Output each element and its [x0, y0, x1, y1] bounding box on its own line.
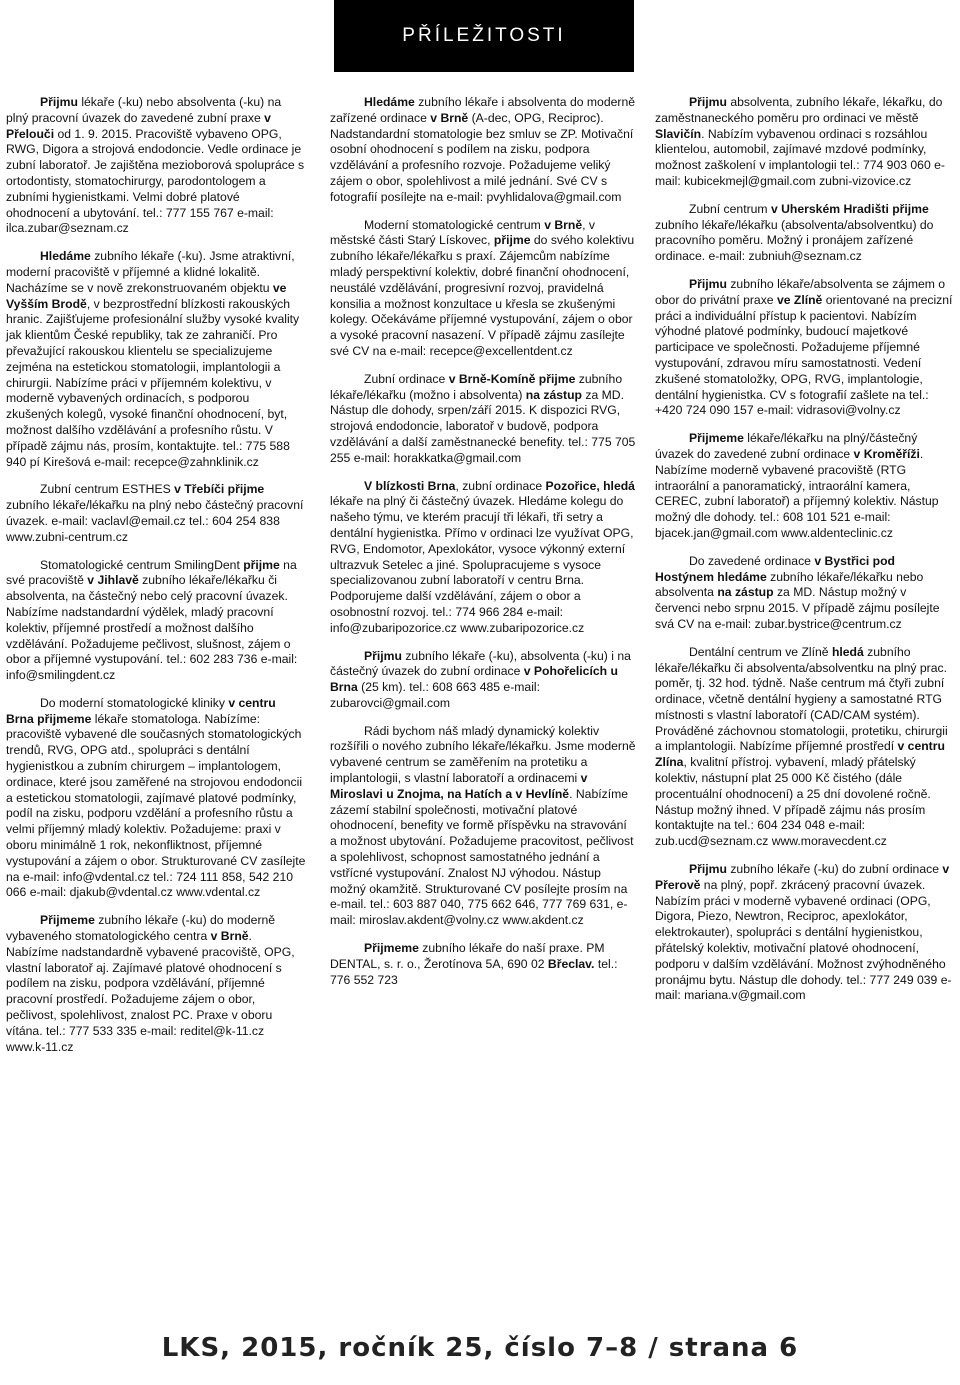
- ad-text-run: zubního lékaře (-ku) do moderně vybaveného stomatologického centra: [6, 913, 276, 944]
- ad-text-run: na své pracoviště: [6, 557, 297, 588]
- classified-ad: [330, 479, 636, 637]
- ad-text-run: od 1. 9. 2015. Pracoviště vybaveno OPG, RWG, Digora a strojová endodoncie. Vedle ordinace je zubní laboratoř. Je zajištěna mezioborová spolupráce s ortodontisty, stomatochirurgy, parodontologem a zubními hygienistkami. Velmi dobré platové ohodnocení a ubytování. tel.: 777 155 767 e-mail: ilca.zubar@seznam.cz: [6, 126, 305, 236]
- ad-text-bold: v Brně: [430, 110, 469, 125]
- ad-text-bold: Pozořice, hledá: [545, 478, 635, 493]
- classified-ad: [330, 95, 636, 206]
- ad-text-run: za MD. Nástup dle dohody, srpen/září 2015. K dispozici RVG, strojová endodoncie, laboratoř v budově, podpora vzdělávání a další zaměstnanecké benefity. tel.: 775 705 255 e-mail: horakkatka@gmail.com: [330, 387, 636, 465]
- classified-ad: [330, 724, 636, 929]
- ad-text-bold: v Bystřici pod Hostýnem hledáme: [655, 553, 895, 584]
- ad-text-bold: Přijmu: [689, 95, 727, 109]
- ad-text-run: Stomatologické centrum SmilingDent: [40, 557, 244, 572]
- ad-text: [6, 249, 306, 470]
- ad-text: [6, 696, 306, 901]
- classified-ad: [330, 218, 636, 360]
- classified-ad: [655, 645, 955, 850]
- ad-text: [330, 941, 636, 988]
- section-title: PŘÍLEŽITOSTI: [402, 25, 566, 46]
- ad-text-bold: Přijmu: [689, 862, 727, 877]
- ad-text-run: zubního lékaře/lékařku nebo absolventa: [655, 569, 924, 600]
- classified-ad: [330, 372, 636, 467]
- ad-text-run: lékaře (-ku) nebo absolventa (-ku) na plný pracovní úvazek do zavedené zubní praxe: [6, 95, 282, 125]
- ad-text: [655, 554, 955, 633]
- section-banner: [334, 0, 634, 72]
- ad-text-run: Do zavedené ordinace: [689, 553, 815, 568]
- ad-text-bold: Přijmu: [40, 95, 78, 109]
- ad-text-run: . Nabízíme moderně vybavené pracoviště (RTG intraorální a panoramatický, intraorální kamera, CEREC, zubní laboratoř) a příjemný kolektiv. Nástup možný dle dohody. tel.: 608 101 521 e-mail: bjacek.jan@gmail.com www.aldenteclinic.cz: [655, 446, 939, 540]
- ad-text-run: zubního lékaře i absolventa do moderně zařízené ordinace: [330, 95, 636, 125]
- classified-ad: [655, 554, 955, 633]
- ad-text-run: zubního lékaře/absolventa se zájmem o obor do privátní praxe: [655, 276, 946, 307]
- ad-text-bold: v Pohořelicích u Brna: [330, 664, 618, 695]
- ad-text-run: Zubní ordinace: [364, 371, 449, 386]
- ad-text-bold: přijme: [243, 557, 280, 572]
- ad-text: [655, 431, 955, 542]
- classified-ad: [655, 431, 955, 542]
- ad-text-run: do svého kolektivu zubního lékaře/lékařku s praxí. Zájemcům nabízíme mladý perspektivní kolektiv, dobré finanční ohodnocení, neustálé vzdělávání, progresivní rozvoj, pravidelná konsilia a možnost konzultace u křesla se zkušenými kolegy. Očekáváme příjemné vystupování, zájem o obor a vysoké pracovní nasazení. V případě zájmu zasílejte své CV na e-mail: recepce@excellentdent.cz: [330, 233, 635, 358]
- ad-text-bold: na zástup: [525, 387, 582, 402]
- ad-text-bold: Přijmeme: [689, 431, 744, 446]
- ad-text-run: , v městské části Starý Lískovec,: [330, 217, 595, 248]
- ad-text-bold: v Brně: [210, 929, 249, 944]
- ad-text-bold: Slavičín: [655, 126, 702, 141]
- ad-text: [6, 913, 306, 1055]
- column-2: [330, 95, 636, 1000]
- ad-text-bold: Přijmu: [364, 648, 402, 663]
- column-3: [655, 95, 955, 1016]
- ad-text-run: Moderní stomatologické centrum: [364, 217, 545, 232]
- column-1: [6, 95, 306, 1067]
- classified-ad: [330, 941, 636, 988]
- ad-text: [330, 479, 636, 637]
- classified-ad: [6, 95, 306, 237]
- classified-ad: [6, 696, 306, 901]
- ad-text-bold: v Brně: [544, 217, 583, 232]
- ad-text-bold: V blízkosti Brna: [364, 478, 456, 493]
- ad-text-bold: přijme: [493, 233, 531, 248]
- ad-text-run: . Nabízíme nadstandardně vybavené pracoviště, OPG, vlastní laboratoř aj. Zajímavé platové ohodnocení s podílem na zisku, podpora vzdělávání, příjemné pracovní prostředí. Požadujeme zájem o obor, pečlivost, spolehlivost, znalost PC. Praxe v oboru vítána. tel.: 777 533 335 e-mail: reditel@k-11.cz www.k-11.cz: [6, 929, 295, 1054]
- ad-text-bold: ve Zlíně: [776, 292, 823, 307]
- ad-text-run: (25 km). tel.: 608 663 485 e-mail: zubarovci@gmail.com: [330, 680, 541, 710]
- ad-text-run: zubního lékaře (-ku). Jsme atraktivní, moderní pracoviště v příjemné a klidné lokalitě. Nacházíme se v nově zrekonstruovaném objektu: [6, 249, 295, 295]
- ad-text-run: lékaře/lékařku na plný/částečný úvazek do zavedené zubní ordinace: [655, 431, 918, 461]
- ad-text-bold: Přijmeme: [40, 913, 95, 928]
- ad-text-run: , kvalitní přístroj. vybavení, mladý přátelský kolektiv, nástupní plat 25 000 Kč čistého (dále procentuální ohodnocení) a 25 dní dovolené ročně. Nástup možný ihned. V případě zájmu nás prosím kontaktujte na tel.: 604 234 048 e-mail: zub.ucd@seznam.cz www.moravecdent.cz: [655, 755, 931, 849]
- ad-text-run: na plný, popř. zkrácený pracovní úvazek. Nabízím práci v moderně vybavené ordinaci (OPG, Digora, Piezo, Newtron, Reciproc, apexlokátor, elektrokauter), spolupráci s dentální hygienistkou, přátelský kolektiv, motivační platové ohodnocení, podporu v dalším vzdělávání. Možnost zvýhodněného pronájmu bytu. Nástup dle dohody. tel.: 777 249 039 e-mail: mariana.v@gmail.com: [655, 877, 952, 1003]
- footer-text: LKS, 2015, ročník 25, číslo 7–8 / strana 6: [161, 1333, 799, 1363]
- ad-text-run: za MD. Nástup možný v červenci nebo srpnu 2015. V případě zájmu posílejte svá CV na e-mail: zubar.bystrice@centrum.cz: [655, 585, 940, 631]
- ad-text-run: . Nabízím vybavenou ordinaci s rozsáhlou klientelou, automobil, zajímavé mzdové podmínky, možnost zaškolení v implantologii tel.: 774 903 060 e-mail: kubicekmejl@gmail.com zubni-vizovice.cz: [655, 126, 945, 188]
- ad-text-run: tel.: 776 552 723: [330, 956, 618, 987]
- ad-text-bold: v Brně-Komíně přijme: [448, 371, 576, 386]
- ad-text-run: lékaře na plný či částečný úvazek. Hledáme kolegu do našeho týmu, ve kterém pracují tři lékaři, tři setry a dentální hygienistka. Přímo v ordinaci lze využívat OPG, RVG, Endomotor, Apexlokátor, vysoce výkonný externí ultrazvuk Setelec a jiné. Spolupracujeme s vysoce specializovanou zubní laboratoří v centru Brna. Podporujeme další vzdělávání, zájem o obor a osobnostní rozvoj. tel.: 774 966 284 e-mail: info@zubaripozorice.cz www.zubaripozorice.cz: [330, 494, 634, 635]
- ad-text: [655, 862, 955, 1004]
- classified-ad: [6, 913, 306, 1055]
- classified-ad: [655, 95, 955, 190]
- ad-text-run: absolventa, zubního lékaře, lékařku, do zaměstnaneckého poměru pro ordinaci ve městě: [655, 95, 943, 125]
- ad-text: [330, 95, 636, 206]
- ad-text-run: zubního lékaře (-ku) do zubní ordinace: [726, 862, 943, 877]
- ad-text: [655, 95, 955, 190]
- ad-text-run: Zubní centrum ESTHES: [40, 482, 175, 497]
- page-footer: [0, 1333, 960, 1363]
- ad-text-run: Dentální centrum ve Zlíně: [689, 644, 832, 659]
- ad-text: [330, 372, 636, 467]
- classified-ad: [6, 482, 306, 545]
- ad-text: [655, 202, 955, 265]
- ad-text-bold: v Přelouči: [6, 110, 271, 141]
- ad-text-bold: v Uherském Hradišti přijme: [770, 201, 929, 216]
- ad-text: [330, 218, 636, 360]
- ad-text-bold: Břeclav.: [547, 956, 595, 971]
- ad-text: [330, 724, 636, 929]
- ad-text-bold: hledá: [831, 644, 864, 659]
- ad-text-bold: v centru Zlína: [655, 739, 945, 770]
- classified-ad: [655, 277, 955, 419]
- classified-ad: [330, 649, 636, 712]
- ad-text-run: Do moderní stomatologické kliniky: [40, 695, 229, 710]
- ad-text-bold: v centru Brna přijmeme: [6, 695, 276, 726]
- ad-text-bold: v Miroslavi u Znojma, na Hatích a v Hevlíně: [330, 771, 588, 801]
- ad-text: [655, 277, 955, 419]
- classified-ad: [655, 862, 955, 1004]
- ad-text-run: Zubní centrum: [689, 201, 771, 216]
- ad-text-bold: Hledáme: [364, 95, 415, 109]
- ad-text-run: . Nabízíme zázemí stabilní společnosti, motivační platové ohodnocení, benefity ve formě příspěvku na stravování a možnost ubytování. Požadujeme pracovitost, pečlivost a spolehlivost, schopnost samostatného jednání a vstřícné vystupování. Znalost NJ výhodou. Nástup možný okamžitě. Strukturované CV posílejte prosím na e-mail. tel.: 603 887 040, 775 662 646, 777 769 631, e-mail: miroslav.akdent@volny.cz www.akdent.cz: [330, 786, 634, 928]
- ad-text-run: zubního lékaře/lékařku na plný nebo částečný pracovní úvazek. e-mail: vaclavl@email.cz tel.: 604 254 838 www.zubni-centrum.cz: [6, 498, 304, 544]
- ad-text-run: zubního lékaře (-ku), absolventa (-ku) i na částečný úvazek do zubní ordinace: [330, 648, 631, 679]
- classified-ad: [6, 249, 306, 470]
- ad-text: [6, 95, 306, 237]
- ad-text: [330, 649, 636, 712]
- ad-text-bold: v Jihlavě: [87, 573, 139, 588]
- ad-text-bold: Přijmeme: [364, 941, 419, 956]
- ad-text-run: orientované na precizní práci a individuální přístup k pacientovi. Nabízím výhodné platové podmínky, budoucí majetkové participace ve společnosti. Požadujeme příjemné vystupování, zdravou míru samostatnosti. Vedení zkušené stomatoložky, OPG, RVG, implantologie, dentální hygienistka. CV s fotografií zašlete na tel.: +420 724 090 157 e-mail: vidrasovi@volny.cz: [655, 292, 953, 418]
- ad-text-run: , v bezprostřední blízkosti rakouských hranic. Zajišťujeme profesionální služby vysoké kvality jak klientům České republiky, tak ze zahraničí. Pro převažující rakouskou klientelu se specializujeme zejména na estetickou stomatologii, implantologii a chirurgii. Nabízíme práci v příjemném kolektivu, v moderně vybavených ordinacích, s podporou zkušených kolegů, vysoké finanční ohodnocení, byt, možnost dalšího vzdělávání a profesního růstu. V případě zájmu nás, prosím, kontaktujte. tel.: 775 588 940 pí Kirešová e-mail: recepce@zahnklinik.cz: [6, 296, 300, 469]
- ad-text-run: lékaře stomatologa. Nabízíme: pracoviště vybavené dle současných stomatologických trendů, RVG, OPG atd., spolupráci s dentální hygienistkou a zubním chirurgem – implantologem, ordinace, které jsou zaměřené na strojovou endodoncii a estetickou stomatologii, zajímavé platové podmínky, podíl na zisku, podporu vzdělání a profesního růstu a velmi příjemný mladý kolektiv. Požadujeme: praxi v oboru minimálně 1 rok, nekonfliktnost, příjemné vystupování a zájem o obor. Strukturované CV zasílejte na e-mail: info@vdental.cz tel.: 724 111 858, 542 210 066 e-mail: djakub@vdental.cz www.vdental.cz: [6, 711, 306, 900]
- ad-text: [6, 482, 306, 545]
- classified-ad: [655, 202, 955, 265]
- ad-text: [6, 558, 306, 684]
- ad-text-bold: v Kroměříži: [853, 446, 920, 461]
- ad-text-bold: ve Vyšším Brodě: [6, 280, 287, 311]
- ad-text-run: zubního lékaře/lékařku (možno i absolventa): [330, 371, 623, 402]
- ad-text-run: zubního lékaře do naší praxe. PM DENTAL, s. r. o., Žerotínova 5A, 690 02: [330, 941, 605, 971]
- ad-text-bold: Hledáme: [40, 249, 91, 264]
- ad-text-bold: v Přerově: [655, 862, 950, 892]
- ad-text-run: (A-dec, OPG, Reciproc). Nadstandardní stomatologie bez smluv se ZP. Motivační osobní ohodnocení s podílem na zisku, podpora vzdělávání a profesního rozvoje. Požadujeme veliký zájem o obor, spolehlivost a milé jednání. Své CV s fotografií posílejte na e-mail: pvyhlidalova@gmail.com: [330, 110, 634, 204]
- ad-text-run: Rádi bychom náš mladý dynamický kolektiv rozšířili o nového zubního lékaře/lékařku. Jsme moderně vybavené centrum se zaměřením na protetiku a implantologii, s vlastní laboratoří a ordinacemi: [330, 723, 636, 786]
- ad-text-run: zubního lékaře/lékařku (absolventa/absolventku) do pracovního poměru. Možný i pronájem zařízené ordinace. e-mail: zubniuh@seznam.cz: [655, 217, 934, 264]
- ad-text-run: zubního lékaře/lékařku či absolventa, na částečný nebo celý pracovní úvazek. Nabízíme nadstandardní výdělek, mladý pracovní kolektiv, příjemné prostředí a možnost dalšího vzdělávání. Požadujeme pečlivost, slušnost, zájem o obor a příjemné vystupování. tel.: 602 283 736 e-mail: info@smilingdent.cz: [6, 573, 298, 683]
- ad-text: [655, 645, 955, 850]
- ad-text-run: zubního lékaře/lékařku či absolventa/absolventku na plný prac. poměr, tj. 32 hod. týdně. Naše centrum má čtyři zubní ordinace, včetně dentální hygieny a samostatné RTG místnosti s vlastní laboratoří (CAD/CAM systém). Prováděné záchovnou stomatologii, protetiku, chirurgii a implantologii. Nabízíme příjemné prostředí: [655, 644, 948, 754]
- classified-ad: [6, 558, 306, 684]
- ad-text-bold: v Třebíči přijme: [174, 482, 265, 497]
- ad-text-run: , zubní ordinace: [455, 478, 546, 493]
- ad-text-bold: na zástup: [717, 585, 774, 600]
- ad-text-bold: Přijmu: [689, 276, 727, 291]
